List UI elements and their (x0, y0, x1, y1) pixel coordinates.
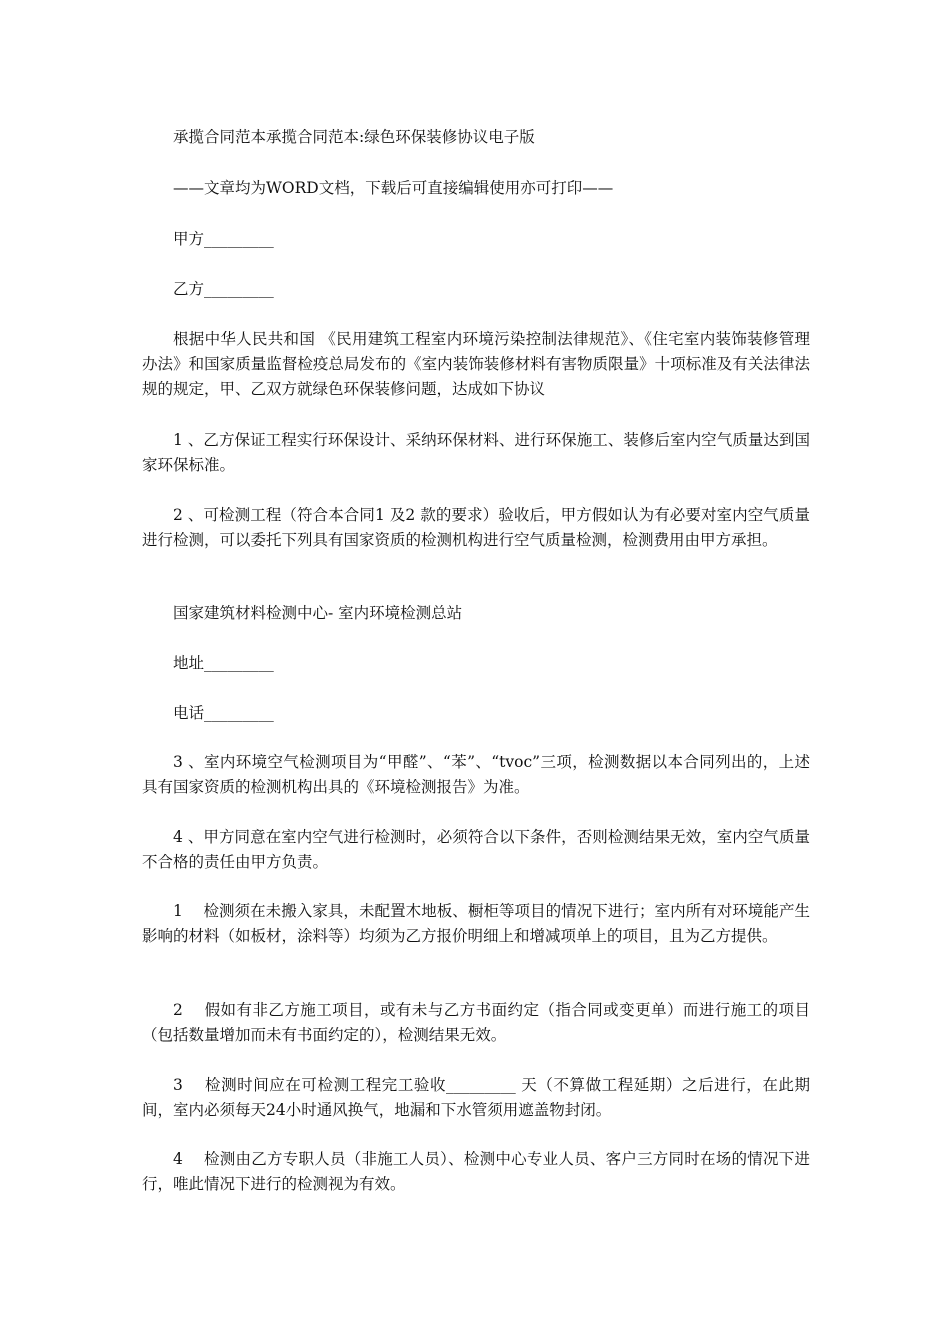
party-a-line: 甲方_________ (173, 230, 274, 248)
condition-4: 4 检测由乙方专职人员（非施工人员）、检测中心专业人员、客户三方同时在场的情况下进行，唯此情况下进行的检测视为有效。 (142, 1150, 810, 1193)
download-notice: ——文章均为WORD文档，下载后可直接编辑使用亦可打印—— (173, 179, 614, 197)
document-title: 承揽合同范本承揽合同范本:绿色环保装修协议电子版 (173, 128, 535, 146)
condition-3: 3 检测时间应在可检测工程完工验收_________ 天（不算做工程延期）之后进行，在此期间，室内必须每天24小时通风换气，地漏和下水管须用遮盖物封闭。 (142, 1076, 810, 1119)
clause-3: 3 、室内环境空气检测项目为“甲醛”、“苯”、“tvoc”三项，检测数据以本合同列出的，上述具有国家资质的检测机构出具的《环境检测报告》为准。 (142, 753, 810, 796)
phone-line: 电话_________ (173, 704, 274, 722)
party-b-line: 乙方_________ (173, 280, 274, 298)
institution-name: 国家建筑材料检测中心- 室内环境检测总站 (173, 604, 463, 622)
clause-1: 1 、乙方保证工程实行环保设计、采纳环保材料、进行环保施工、装修后室内空气质量达到国家环保标准。 (142, 431, 810, 474)
intro-paragraph: 根据中华人民共和国 《民用建筑工程室内环境污染控制法律规范》、《住宅室内装饰装修管理办法》和国家质量监督检疫总局发布的《室内装饰装修材料有害物质限量》十项标准及有关法律法规的规定，甲、乙双方就绿色环保装修问题，达成如下协议 (142, 330, 810, 398)
clause-2: 2 、可检测工程（符合本合同1 及2 款的要求）验收后，甲方假如认为有必要对室内空气质量进行检测，可以委托下列具有国家资质的检测机构进行空气质量检测，检测费用由甲方承担。 (142, 506, 810, 549)
address-line: 地址_________ (173, 654, 274, 672)
condition-2: 2 假如有非乙方施工项目，或有未与乙方书面约定（指合同或变更单）而进行施工的项目（包括数量增加而未有书面约定的），检测结果无效。 (142, 1001, 810, 1044)
clause-4: 4 、甲方同意在室内空气进行检测时，必须符合以下条件，否则检测结果无效，室内空气质量不合格的责任由甲方负责。 (142, 828, 810, 871)
condition-1: 1 检测须在未搬入家具，未配置木地板、橱柜等项目的情况下进行；室内所有对环境能产生影响的材料（如板材，涂料等）均须为乙方报价明细上和增减项单上的项目，且为乙方提供。 (142, 902, 810, 945)
